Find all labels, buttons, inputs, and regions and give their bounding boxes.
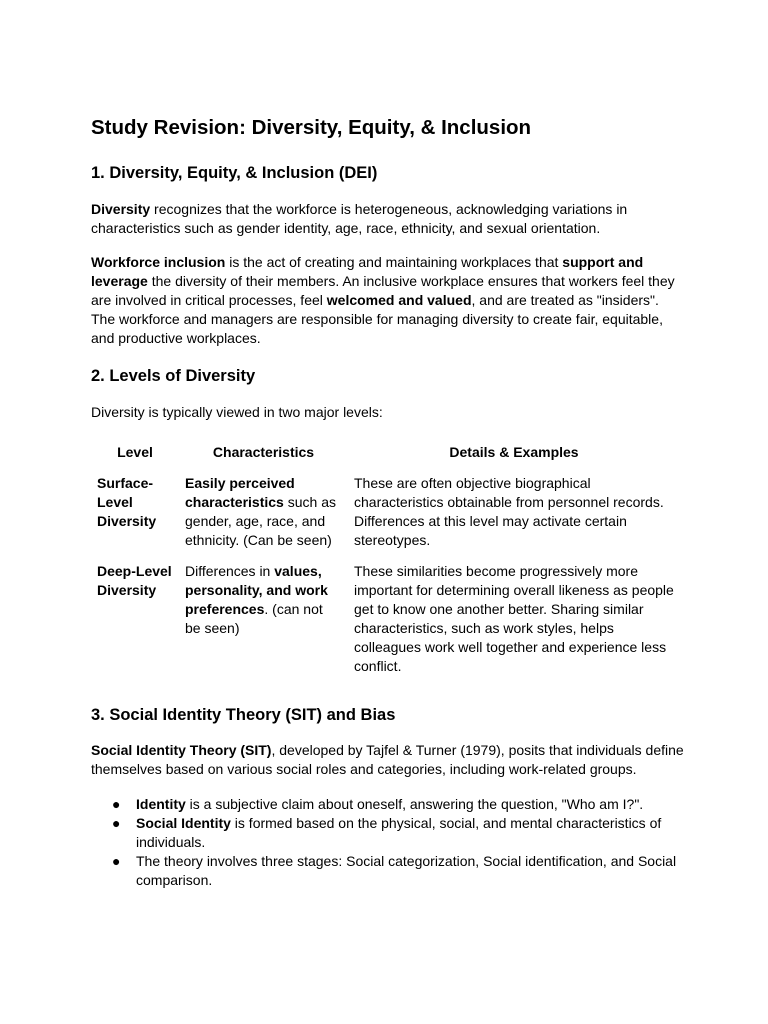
section-heading-levels: 2. Levels of Diversity [91,367,256,385]
table-header-characteristics: Characteristics [212,444,315,460]
cell-text: . (can not be seen) [185,601,323,636]
paragraph-text: , and are treated as "insiders". The workforce and managers are responsible for managing diversity to create fair, equitable, and productive workplaces. [91,292,663,346]
section-heading-dei: 1. Diversity, Equity, & Inclusion (DEI) [91,164,378,182]
table-cell-level: Surface-Level Diversity [97,475,157,529]
table-row [91,562,680,688]
table-header-row [91,437,680,474]
list-item [91,814,686,852]
list-item [91,795,686,814]
bold-term: Diversity [91,201,151,217]
table-cell-details: These similarities become progressively more important for determining overall likeness as people get to know one another better. Sharing similar characteristics, such as work styles, helps colleagues work well together and experience less conflict. [354,563,674,674]
section-heading-sit: 3. Social Identity Theory (SIT) and Bias [91,706,396,724]
paragraph-text: is the act of creating and maintaining workplaces that [225,254,563,270]
list-item-text: is a subjective claim about oneself, answering the question, "Who am I?". [185,796,644,812]
table-cell-characteristics [179,562,348,688]
bullet-icon: ● [112,796,121,812]
paragraph-levels-intro: Diversity is typically viewed in two major levels: [91,404,383,420]
bold-term: Workforce inclusion [91,254,226,270]
list-item [91,852,686,890]
bold-term: values, personality, and work preferences [185,563,328,617]
list-item-text: The theory involves three stages: Social categorization, Social identification, and Social comparison. [136,853,677,888]
paragraph-text: the diversity of their members. An inclusive workplace ensures that workers feel they are involved in critical processes, feel [91,273,675,308]
paragraph-text: , developed by Tajfel & Turner (1979), posits that individuals define themselves based on various social roles and categories, including work-related groups. [91,742,684,777]
list-item-text: is formed based on the physical, social, and mental characteristics of individuals. [136,815,662,850]
cell-text: Differences in [185,563,275,579]
bold-term: Social Identity Theory (SIT) [91,742,272,758]
table-cell-details: These are often objective biographical characteristics obtainable from personnel records. Differences at this level may activate certain stereotypes. [354,475,664,548]
paragraph-diversity [91,200,686,238]
paragraph-text: recognizes that the workforce is heterogeneous, acknowledging variations in characteristics such as gender identity, age, race, ethnicity, and sexual orientation. [91,201,628,236]
levels-table [91,437,680,688]
bold-term: welcomed and valued [326,292,472,308]
table-header-details: Details & Examples [449,444,579,460]
document-title: Study Revision: Diversity, Equity, & Inclusion [91,116,532,139]
bold-term: support and leverage [91,254,644,289]
bullet-icon: ● [112,815,121,831]
table-cell-level: Deep-Level Diversity [97,563,172,598]
cell-text: such as gender, age, race, and ethnicity. (Can be seen) [185,494,336,548]
table-cell-characteristics [179,474,348,562]
sit-bullet-list [91,795,686,890]
table-header-level: Level [117,444,153,460]
bold-term: Identity [136,796,186,812]
bold-term: Easily perceived characteristics [185,475,295,510]
paragraph-workforce-inclusion [91,253,686,348]
bold-term: Social Identity [136,815,231,831]
table-row [91,474,680,562]
bullet-icon: ● [112,853,121,869]
paragraph-sit [91,741,686,779]
